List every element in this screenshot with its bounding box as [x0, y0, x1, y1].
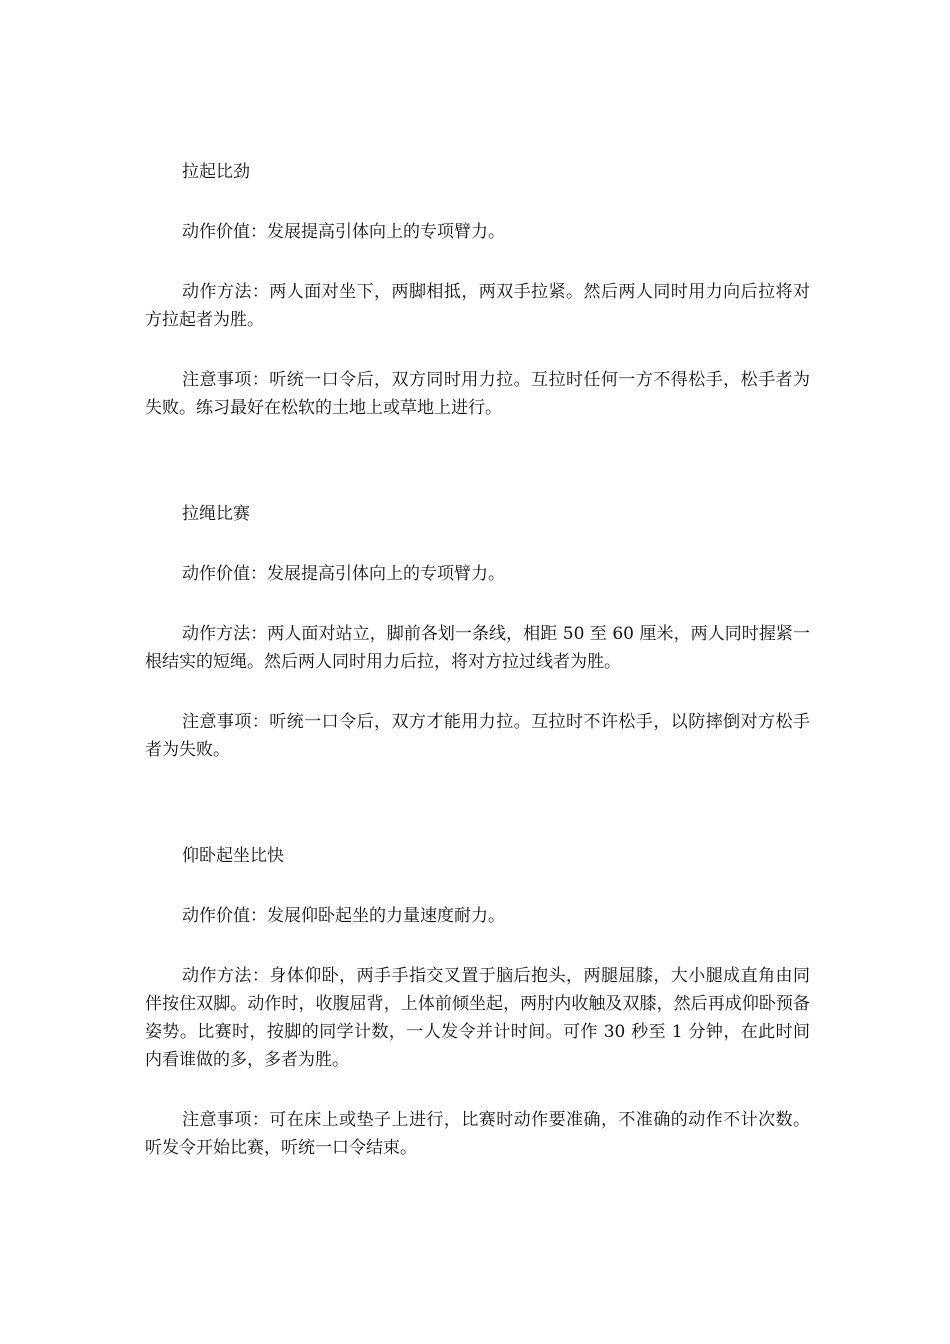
action-method-paragraph: 动作方法：两人面对坐下，两脚相抵，两双手拉紧。然后两人同时用力向后拉将对方拉起者为胜。	[145, 282, 810, 330]
section-title: 仰卧起坐比快	[182, 846, 284, 866]
action-value-paragraph: 动作价值：发展仰卧起坐的力量速度耐力。	[182, 906, 505, 926]
section-rope-pulling-contest	[145, 500, 810, 764]
action-value-paragraph: 动作价值：发展提高引体向上的专项臂力。	[182, 222, 505, 242]
section-title: 拉绳比赛	[182, 504, 250, 524]
section-pull-up-contest	[145, 158, 810, 422]
document-body	[145, 158, 810, 1162]
notes-paragraph: 注意事项：听统一口令后，双方同时用力拉。互拉时任何一方不得松手，松手者为失败。练习最好在松软的土地上或草地上进行。	[145, 370, 810, 418]
notes-paragraph: 注意事项：可在床上或垫子上进行，比赛时动作要准确，不准确的动作不计次数。听发令开始比赛，听统一口令结束。	[145, 1110, 810, 1158]
action-method-paragraph: 动作方法：身体仰卧，两手手指交叉置于脑后抱头，两腿屈膝，大小腿成直角由同伴按住双脚。动作时，收腹屈背，上体前倾坐起，两肘内收触及双膝，然后再成仰卧预备姿势。比赛时，按脚的同学计数，一人发令并计时间。可作 30 秒至 1 分钟，在此时间内看谁做的多，多者为胜。	[145, 966, 810, 1070]
section-title: 拉起比劲	[182, 162, 250, 182]
action-method-paragraph: 动作方法：两人面对站立，脚前各划一条线，相距 50 至 60 厘米，两人同时握紧一根结实的短绳。然后两人同时用力后拉，将对方拉过线者为胜。	[145, 624, 810, 672]
notes-paragraph: 注意事项：听统一口令后，双方才能用力拉。互拉时不许松手，以防摔倒对方松手者为失败。	[145, 712, 810, 760]
action-value-paragraph: 动作价值：发展提高引体向上的专项臂力。	[182, 564, 505, 584]
section-sit-up-speed-contest	[145, 842, 810, 1162]
